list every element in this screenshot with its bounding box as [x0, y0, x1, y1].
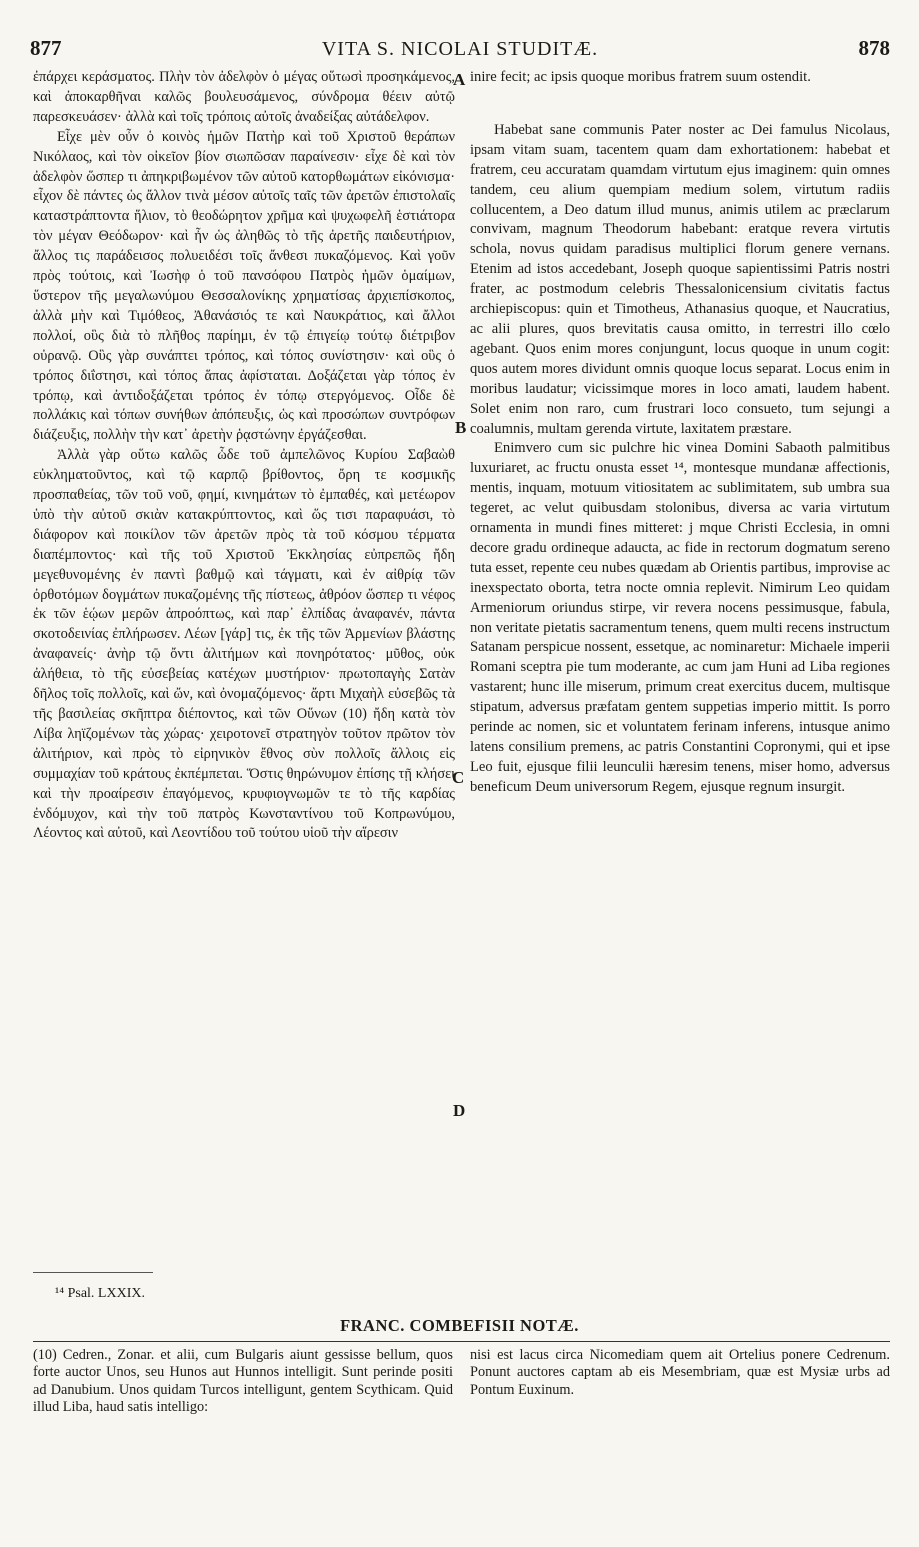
latin-paragraph: inire fecit; ac ipsis quoque moribus fratrem suum ostendit.	[470, 69, 811, 85]
note-text: nisi est lacus circa Nicomediam quem ait Ortelius ponere Cedrenum. Ponunt auctores captam ab eis Mesembriam, quæ est Mysiæ urbs ad Pontum Euxinum.	[470, 1347, 890, 1398]
footnote: ¹⁴ Psal. LXXIX.	[55, 1286, 145, 1301]
notes-column-left	[33, 1347, 453, 1416]
latin-paragraph: Habebat sane communis Pater noster ac Dei famulus Nicolaus, ipsam vitam suam, tacentem quam dam exhortationem: habebat et fratrem, ceu accuratam quamdam virtutum ejus imaginem: quin omnes tandem, ceu alium quempiam medium solem, virtutum radiis collucentem, a Deo datum illud munus, animis utilem ac præclarum convivam, magnum Theodorum habebant: eratque revera virtutis schola, novus quidam paradisus multiplici florum genere vernans. Etenim ad istos accedebant, Joseph quoque sapientissimi Patris nostri frater, ac postmodum celebris Thessalonicensium civitatis factus archiepiscopus: quin et Timotheus, Athanasius quoque, et Naucratius, ac alii plures, quos brevitatis causa omitto, in terrestri illo cœlo agebant. Quos enim mores conjungunt, locus quoque in unum cogit: quos autem mores dividunt omnis quoque locus separat. Locus enim in moribus laudatur; vicissimque mores in loco amati, laudem habent. Solet enim non raro, cum frustrari loco consueto, tum sejungi a coalumnis, multam gerenda virtute, laxitatem præstare.	[470, 121, 890, 437]
margin-letter-b: B	[455, 418, 467, 437]
latin-paragraph: Enimvero cum sic pulchre hic vinea Domini Sabaoth palmitibus luxuriaret, ac fructu onusta esset ¹⁴, montesque mundanæ affectionis, mentis, inquam, motuum vitiositatem ac sublimitatem, sub umbra sua tegeret, ac velut quibusdam stolonibus, diversa ac varia virtutum ornamenta in mundi fines mitteret: j mque Christi Ecclesia, in omni decore gradu ordineque adaucta, ac fide in rectorum dogmatum sereno tuta esset, repente ceu nubes quædam ab Orientis partibus, improvise ac inexspectato oborta, tetra nocte omnia replevit. Nimirum Leo quidam Armeniorum oriundus stirpe, vir revera nocens pessimusque, fabula, non veritate pietatis sacramentum tenens, quem multi recens instructum Satanam perspicue nossent, essetque, ac nominaretur: Michaele imperii Romani sceptra pie tum moderante, ac cum jam Huni ad Liba regiones vastarent; hunc ille miserum, primum creat exercitus ducem, multisque stipatum, adversus præfatam gentem suppetias imperio mittit. Is porro perinde ac nomen, sic et voluntatem ferinam inferens, intusque animo latens consilium premens, ac patris Constantini Copronymi, qui et ipse Leo fuit, ejusque filii leunculii hæresim tenens, miser homo, adversus beneficum Deum universorum Regem, ejusque regnum insurgit.	[470, 440, 890, 795]
greek-paragraph: Εἶχε μὲν οὖν ὁ κοινὸς ἡμῶν Πατὴρ καὶ τοῦ Χριστοῦ θεράπων Νικόλαος, καὶ τὸν οἰκεῖον βίον σιωπῶσαν παραίνεσιν· εἶχε δὲ καὶ τὸν ἀδελφὸν ὥσπερ τι ἀπηκριβωμένον τῶν αὐτοῦ κατορθωμάτων εἰκόνισμα· εἶχον δὲ πάντες ὡς ἄλλον τινὰ μέσον αὐτοῖς ταῖς τῶν ἀρετῶν ἐπιστολαῖς καταστράπτοντα ἥλιον, τὸ θεοδώρητον χρῆμα καὶ ψυχωφελῆ ἑστιάτορα τὸν μέγαν Θεόδωρον· καὶ ἦν ὡς ἀληθῶς τὸ τῆς ἀρετῆς παιδευτήριον, ἄλλος τις παράδεισος πολυειδέσι τοῖς ἄνθεσι πυκαζόμενος. Καὶ γοῦν πρὸς τούτοις, καὶ Ἰωσὴφ ὁ τοῦ πανσόφου Πατρὸς ἡμῶν ὁμαίμων, ὕστερον τῆς μεγαλωνύμου Θεσσαλονίκης χρηματίσας ἀρχιεπίσκοπος, ἀλλὰ μὴν καὶ Τιμόθεος, Ἀθανάσιός τε καὶ Ναυκράτιος, καὶ ἄλλοι πολλοί, οὓς διὰ τὸ πλῆθος παρίημι, ἐν τῷ ἐπιγείῳ τούτῳ διέτριβον οὐρανῷ. Οὓς γὰρ συνάπτει τρόπος, καὶ τόπος συνίστησιν· καὶ οὓς ὁ τρόπος διΐστησι, καὶ τόπος ἅπας ἀφίσταται. Δοξάζεται γὰρ τόπος ἐν τρόπῳ, καὶ ἀντιδοξάζεται τρόπος ἐν τόπῳ στεργόμενος. Οἶδε δὲ πολλάκις καὶ τόπων συνήθων ἀπόπευξις, ὡς καὶ προσώπων συντρόφων διάζευξις, πολλὴν τὴν κατ᾽ ἀρετὴν ῥᾳστώνην ἐργάζεσθαι.	[33, 128, 455, 444]
greek-paragraph: ἐπάρχει κεράσματος. Πλὴν τὸν ἀδελφὸν ὁ μέγας οὕτωσὶ προσηκάμενος, καὶ ἀποκαρθῆναι καλῶς βουλευσάμενος, σύνδρομα θέειν αὐτῷ παρεσκευάσεν· ἀλλὰ καὶ τοῖς τρόποις αὐτοῖς ἀναδείξας αὐτάδελφον.	[33, 69, 455, 125]
margin-letter-c: C	[452, 768, 465, 787]
greek-paragraph: Ἀλλὰ γὰρ οὕτω καλῶς ὧδε τοῦ ἀμπελῶνος Κυρίου Σαβαὼθ εὐκληματοῦντος, καὶ τῷ καρπῷ βρίθοντος, ὄρη τε κοσμικῆς προσπαθείας, τῶν τοῦ νοῦ, φημί, κινημάτων τὸ ἐμπαθές, καὶ μετέωρον ὑπὸ τὴν αὐτοῦ σκιὰν κατακρύπτοντος, καὶ ὥς τισι παραφυάσι, τὸ διάφορον καὶ ποικίλον τῶν ἀρετῶν πρὸς τὰ τοῦ κόσμου τέρματα διαπέμποντος· καὶ τῆς τοῦ Χριστοῦ Ἐκκλησίας εὐπρεπῶς ἤδη μεγεθυνομένης ἐν παντὶ βαθμῷ καὶ τάγματι, καὶ ἐν αἰθρίᾳ τῶν ὀρθοτόμων δογμάτων πυκαζομένης τῆς πίστεως, ἀθρόον ὥσπερ τι νέφος ἐκ τῶν ἑῴων μερῶν ἀπροόπτως, καὶ παρ᾽ ἐλπίδας ἀναφανέν, πάντα σκοτοδεινίας ἐπλήρωσεν. Λέων [γάρ] τις, ἐκ τῆς τῶν Ἀρμενίων βλάστης ἀναφανείς· ἀνὴρ τῷ ὄντι ἀλιτήμων καὶ πονηρότατος· μῦθος, οὐκ ἀλήθεια, τὸ τῆς εὐσεβείας κατέχων μυστήριον· πρωτοπαγὴς Σατὰν δῆλος τοῖς πολλοῖς, καὶ ὤν, καὶ ὀνομαζόμενος· ἄρτι Μιχαὴλ εὐσεβῶς τὰ τῆς βασιλείας σκῆπτρα διέποντος, καὶ τῶν Οὕνων (10) ἤδη κατὰ τὸν Λίβα ληϊζομένων τὰς χώρας· χειροτονεῖ στρατηγὸν τοῦτον πρῶτον τὸν ἀλιτήριον, καὶ πρὸς τὸ εἰρηνικὸν ἔθνος σὺν πολλοῖς ἄλλοις εἰς συμμαχίαν τοῦ κράτους ἐκπέμπεται. Ὅστις θηρώνυμον ἐπίσης τῇ κλήσει καὶ τὴν προαίρεσιν ἐπαγόμενος, κρυφιογνωμῶν τε τὸ τῆς καρδίας ἐνδόμυχον, καὶ τὴν τοῦ πατρὸς Κωνσταντίνου τοῦ Κοπρωνύμου, Λέοντος καὶ αὐτοῦ, καὶ Λεοντίδου τοῦ τούτου υἱοῦ τὴν αἵρεσιν	[33, 447, 455, 842]
running-title: VITA S. NICOLAI STUDITÆ.	[321, 38, 599, 60]
footnote-rule	[33, 1272, 153, 1273]
page-number-right: 878	[858, 36, 890, 60]
notes-column-right	[470, 1347, 890, 1399]
margin-letter-d: D	[453, 1101, 466, 1120]
notes-title: FRANC. COMBEFISII NOTÆ.	[340, 1316, 579, 1335]
note-text: (10) Cedren., Zonar. et alii, cum Bulgaris aiunt gessisse bellum, quos forte auctor Unos, seu Hunos aut Hunnos intelligit. Sunt perinde positi ad Danubium. Unos quidam Turcos intelligunt, gentem Scythicam. Quid illud Liba, haud satis intelligo:	[33, 1347, 453, 1415]
running-header	[30, 36, 890, 66]
page-number-left: 877	[30, 36, 62, 60]
notes-divider	[33, 1341, 890, 1342]
greek-column	[33, 68, 455, 844]
margin-letter-a: A	[453, 70, 466, 89]
latin-column	[470, 68, 890, 798]
